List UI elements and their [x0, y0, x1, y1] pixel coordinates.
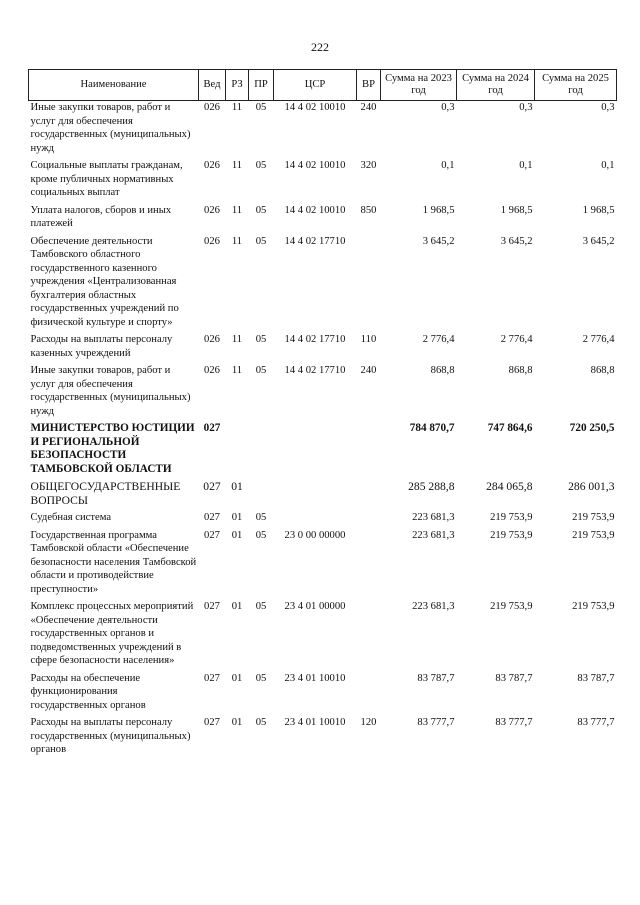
row-vr: 110: [360, 334, 377, 345]
row-csr: 23 4 01 00000: [284, 601, 346, 612]
row-vr: [357, 422, 381, 480]
row-name: Судебная система: [30, 512, 112, 523]
table-row: [29, 529, 617, 601]
row-sum-2023: 0,3: [441, 102, 455, 113]
header-ved: Вед: [199, 70, 226, 101]
row-ved: 027: [204, 717, 220, 728]
row-sum-2025: 720 250,5: [569, 422, 615, 434]
row-rz: 01: [231, 529, 243, 541]
row-sum-2025: 0,3: [601, 102, 615, 113]
row-sum-2024: 219 753,9: [490, 529, 533, 541]
row-name: Государственная программа Тамбовской области «Обеспечение безопасности населения Тамбовской области и противодействие преступности»: [30, 529, 197, 595]
row-sum-2025: 3 645,2: [582, 235, 615, 247]
row-sum-2024: 747 864,6: [487, 422, 533, 434]
row-sum-2024: 3 645,2: [500, 235, 533, 247]
row-sum-2024: 219 753,9: [490, 601, 533, 612]
row-sum-2023: 223 681,3: [412, 529, 455, 541]
row-rz: 01: [231, 601, 243, 612]
row-sum-2025: 219 753,9: [572, 512, 615, 523]
row-pr: 05: [255, 672, 267, 684]
row-csr: 23 0 00 00000: [284, 529, 346, 541]
table-row: [29, 159, 617, 204]
row-sum-2023: 83 777,7: [417, 717, 455, 728]
row-ved: 027: [203, 422, 221, 434]
row-ved: 026: [204, 160, 220, 171]
row-vr: [357, 600, 381, 672]
header-2023: Сумма на 2023 год: [381, 70, 457, 101]
row-name: Расходы на выплаты персоналу государственных (муниципальных) органов: [30, 717, 191, 755]
row-pr: 05: [255, 160, 267, 171]
table-row: [29, 511, 617, 529]
row-csr: [274, 480, 357, 511]
page-number: 222: [311, 40, 329, 54]
row-sum-2025: 219 753,9: [572, 529, 615, 541]
table-row: [29, 333, 617, 364]
row-vr: 240: [360, 102, 377, 113]
row-ved: 027: [203, 480, 221, 493]
row-pr: 05: [255, 204, 267, 216]
row-csr: [274, 511, 357, 529]
table-row: [29, 480, 617, 511]
row-name: Расходы на обеспечение функционирования государственных органов: [30, 672, 146, 711]
row-vr: [357, 672, 381, 717]
row-pr: 05: [255, 717, 267, 728]
row-csr: 23 4 01 10010: [284, 672, 346, 684]
row-name: Расходы на выплаты персоналу казенных учреждений: [30, 334, 173, 359]
row-sum-2023: 83 787,7: [417, 672, 455, 684]
row-rz: 01: [231, 717, 243, 728]
header-rz: РЗ: [226, 70, 249, 101]
row-pr: 05: [255, 601, 267, 612]
row-vr: [357, 235, 381, 334]
row-name: МИНИСТЕРСТВО ЮСТИЦИИ И РЕГИОНАЛЬНОЙ БЕЗОПАСНОСТИ ТАМБОВСКОЙ ОБЛАСТИ: [30, 422, 195, 475]
row-rz: 11: [231, 102, 243, 113]
row-vr: [357, 529, 381, 601]
row-ved: 026: [204, 334, 220, 345]
row-sum-2025: 1 968,5: [582, 204, 615, 216]
row-vr: [357, 511, 381, 529]
row-pr: [249, 480, 274, 511]
row-ved: 027: [204, 529, 220, 541]
row-sum-2025: 2 776,4: [582, 334, 615, 345]
row-sum-2025: 219 753,9: [572, 601, 615, 612]
row-name: Социальные выплаты гражданам, кроме публичных нормативных социальных выплат: [30, 160, 183, 198]
table-row: [29, 672, 617, 717]
header-vr: ВР: [357, 70, 381, 101]
table-row: [29, 101, 617, 160]
row-sum-2023: 784 870,7: [409, 422, 455, 434]
row-sum-2025: 83 777,7: [577, 717, 615, 728]
row-pr: [249, 422, 274, 480]
row-sum-2024: 219 753,9: [490, 512, 533, 523]
row-sum-2023: 1 968,5: [422, 204, 455, 216]
row-sum-2023: 0,1: [441, 160, 455, 171]
table-row: [29, 204, 617, 235]
row-ved: 027: [204, 601, 220, 612]
row-pr: 05: [255, 102, 267, 113]
row-sum-2023: 223 681,3: [412, 601, 455, 612]
header-name: Наименование: [29, 70, 199, 101]
row-sum-2024: 2 776,4: [500, 334, 533, 345]
row-csr: 14 4 02 17710: [284, 235, 346, 247]
row-sum-2025: 868,8: [590, 365, 615, 376]
row-sum-2025: 0,1: [601, 160, 615, 171]
row-rz: 01: [231, 672, 243, 684]
row-ved: 026: [204, 204, 220, 216]
row-pr: 05: [255, 334, 267, 345]
row-vr: 320: [360, 160, 377, 171]
row-csr: [274, 422, 357, 480]
row-ved: 026: [204, 235, 220, 247]
row-csr: 14 4 02 10010: [284, 204, 346, 216]
row-sum-2024: 868,8: [508, 365, 533, 376]
header-csr: ЦСР: [274, 70, 357, 101]
row-sum-2025: 83 787,7: [577, 672, 615, 684]
row-sum-2025: 286 001,3: [568, 480, 615, 493]
row-pr: 05: [255, 365, 267, 376]
table-row: [29, 600, 617, 672]
row-sum-2023: 2 776,4: [422, 334, 455, 345]
row-sum-2023: 3 645,2: [422, 235, 455, 247]
row-csr: 14 4 02 17710: [284, 334, 346, 345]
header-2024: Сумма на 2024 год: [457, 70, 535, 101]
row-name: Уплата налогов, сборов и иных платежей: [30, 204, 172, 229]
header-2025: Сумма на 2025 год: [535, 70, 617, 101]
row-sum-2024: 83 777,7: [495, 717, 533, 728]
row-rz: 11: [231, 235, 243, 247]
row-rz: 11: [231, 334, 243, 345]
row-rz: [226, 422, 249, 480]
budget-table: [28, 69, 617, 761]
row-csr: 23 4 01 10010: [284, 717, 346, 728]
table-row: [29, 364, 617, 422]
table-row: [29, 716, 617, 761]
row-ved: 027: [204, 512, 220, 523]
row-ved: 026: [204, 365, 220, 376]
row-rz: 11: [231, 160, 243, 171]
table-header-row: [29, 70, 617, 101]
row-sum-2024: 0,1: [519, 160, 533, 171]
row-ved: 027: [204, 672, 220, 684]
row-sum-2024: 284 065,8: [486, 480, 533, 493]
row-name: Иные закупки товаров, работ и услуг для обеспечения государственных (муниципальных) нужд: [30, 365, 191, 417]
row-vr: 120: [360, 717, 377, 728]
row-vr: [357, 480, 381, 511]
row-name: Иные закупки товаров, работ и услуг для обеспечения государственных (муниципальных) нужд: [30, 102, 191, 154]
row-rz: 01: [231, 480, 243, 493]
header-pr: ПР: [249, 70, 274, 101]
row-pr: 05: [255, 235, 267, 247]
table-row: [29, 235, 617, 334]
row-name: Комплекс процессных мероприятий «Обеспечение деятельности государственных органов и подведомственных учреждений в сфере безопасности населения»: [30, 601, 194, 666]
row-rz: 11: [231, 204, 243, 216]
row-sum-2023: 285 288,8: [408, 480, 455, 493]
row-ved: 026: [204, 102, 220, 113]
row-csr: 14 4 02 17710: [284, 365, 346, 376]
row-sum-2024: 0,3: [519, 102, 533, 113]
row-sum-2024: 83 787,7: [495, 672, 533, 684]
row-csr: 14 4 02 10010: [284, 160, 346, 171]
row-sum-2023: 223 681,3: [412, 512, 455, 523]
table-row: [29, 422, 617, 480]
row-sum-2023: 868,8: [430, 365, 455, 376]
row-vr: 850: [360, 204, 377, 216]
row-pr: 05: [255, 529, 267, 541]
row-rz: 01: [231, 512, 243, 523]
row-pr: 05: [255, 512, 267, 523]
row-sum-2024: 1 968,5: [500, 204, 533, 216]
row-name: Обеспечение деятельности Тамбовского областного государственного казенного учреждения «Централизованная бухгалтерия областных государственных учреждений по физической культуре и спорту»: [30, 235, 179, 328]
row-rz: 11: [231, 365, 243, 376]
row-name: ОБЩЕГОСУДАРСТВЕННЫЕ ВОПРОСЫ: [30, 480, 181, 507]
row-vr: 240: [360, 365, 377, 376]
row-csr: 14 4 02 10010: [284, 102, 346, 113]
